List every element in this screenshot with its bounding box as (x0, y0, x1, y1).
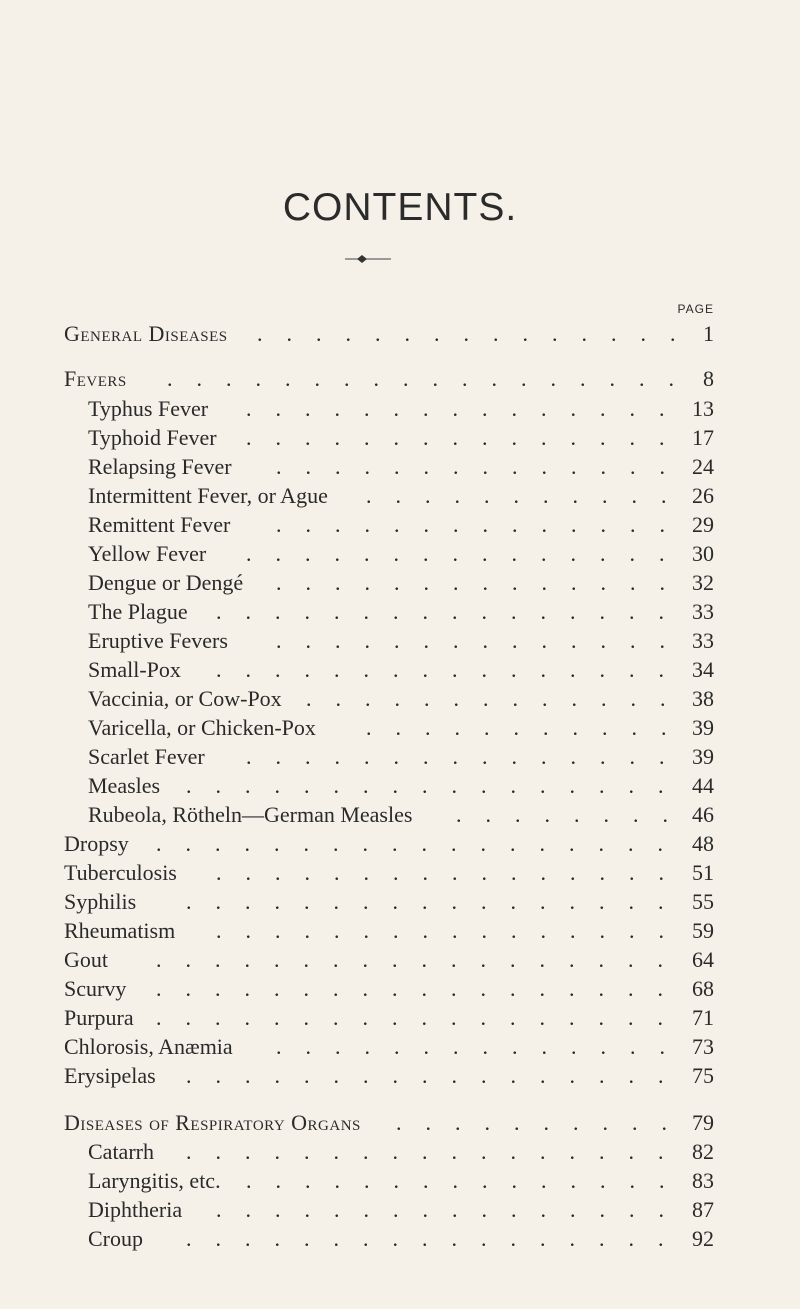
toc-entry-title: Tuberculosis (64, 860, 177, 885)
dot-leader: ............... (246, 541, 689, 566)
dot-leader: ........... (366, 715, 691, 740)
toc-entry (88, 481, 714, 511)
dot-leader: ............... (246, 396, 689, 421)
toc-page-number: 83 (692, 1168, 714, 1193)
toc-page-number: 55 (692, 889, 714, 914)
toc-entry (64, 1061, 714, 1091)
toc-entry (88, 800, 714, 830)
toc-page-number: 39 (692, 744, 714, 769)
toc-page-number: 33 (692, 599, 714, 624)
toc-entry (88, 597, 714, 627)
toc-page-number: 79 (692, 1110, 714, 1135)
toc-page-number: 48 (692, 831, 714, 856)
toc-entry (88, 684, 714, 714)
toc-entry (88, 452, 714, 482)
toc-heading (64, 1108, 714, 1138)
toc-entry-title: Dropsy (64, 831, 129, 856)
dot-leader: .............. (276, 454, 689, 479)
toc-page-number: 30 (692, 541, 714, 566)
toc-entry-title: Scarlet Fever (88, 744, 205, 769)
toc-entry-title: Erysipelas (64, 1063, 156, 1088)
dot-leader: ................ (216, 1197, 688, 1222)
toc-page-number: 46 (692, 802, 714, 827)
dot-leader: ........... (366, 483, 691, 508)
divider-ornament (345, 254, 391, 264)
dot-leader: ................. (186, 1139, 688, 1164)
toc-entry-title: Intermittent Fever, or Ague (88, 483, 328, 508)
toc-entry-title: Typhus Fever (88, 396, 209, 421)
toc-entry-title: Chlorosis, Anæmia (64, 1034, 233, 1059)
toc-entry-title: Relapsing Fever (88, 454, 232, 479)
toc-entry-title: Eruptive Fevers (88, 628, 228, 653)
toc-page-number: 34 (692, 657, 714, 682)
toc-entry-title: Croup (88, 1226, 143, 1251)
toc-page-number: 87 (692, 1197, 714, 1222)
toc-entry-title: The Plague (88, 599, 188, 624)
dot-leader: .................. (167, 366, 698, 391)
toc-page-number: 24 (692, 454, 714, 479)
dot-leader: ................. (186, 1226, 688, 1251)
toc-entry (64, 1003, 714, 1033)
toc-entry-title: Dengue or Dengé (88, 570, 244, 595)
toc-entry-title: Rubeola, Rötheln—German Measles (88, 802, 413, 827)
toc-page-number: 68 (692, 976, 714, 1001)
toc-page-number: 92 (692, 1226, 714, 1251)
toc-entry-title: Gout (64, 947, 108, 972)
toc-page-number: 73 (692, 1034, 714, 1059)
toc-page-number: 59 (692, 918, 714, 943)
dot-leader: ............... (246, 425, 689, 450)
toc-entry-title: Catarrh (88, 1139, 154, 1164)
toc-entry (88, 423, 714, 453)
dot-leader: .................. (156, 947, 687, 972)
toc-entry (64, 1032, 714, 1062)
toc-page-number: 82 (692, 1139, 714, 1164)
toc-page-number: 75 (692, 1063, 714, 1088)
toc-entry-title: Varicella, or Chicken-Pox (88, 715, 316, 740)
toc-entry (88, 771, 714, 801)
toc-page-number: 13 (692, 396, 714, 421)
dot-leader: .............. (276, 1034, 689, 1059)
toc-page-number: 8 (703, 366, 714, 391)
dot-leader: ................ (216, 657, 688, 682)
toc-entry-title: Scurvy (64, 976, 127, 1001)
toc-page-number: 39 (692, 715, 714, 740)
dot-leader: .................. (156, 1005, 687, 1030)
toc-entry (64, 829, 714, 859)
toc-entry-title: Syphilis (64, 889, 137, 914)
toc-entry (64, 974, 714, 1004)
toc-entry (64, 916, 714, 946)
toc-entry (88, 1137, 714, 1167)
toc-heading-title: Fevers (64, 366, 127, 391)
toc-entry (88, 742, 714, 772)
dot-leader: ............... (257, 321, 700, 346)
dot-leader: .......... (396, 1110, 691, 1135)
toc-page-number: 26 (692, 483, 714, 508)
dot-leader: .............. (276, 628, 689, 653)
toc-entry (64, 858, 714, 888)
dot-leader: ............... (246, 744, 689, 769)
toc-page-number: 33 (692, 628, 714, 653)
toc-heading-title: General Diseases (64, 321, 228, 346)
toc-page-number: 29 (692, 512, 714, 537)
toc-entry-title: Measles (88, 773, 161, 798)
toc-page-number: 64 (692, 947, 714, 972)
toc-heading (64, 364, 714, 394)
toc-page-number: 1 (703, 321, 714, 346)
toc-entry (88, 1166, 714, 1196)
toc-page-number: 32 (692, 570, 714, 595)
toc-entry (88, 626, 714, 656)
dot-leader: ................. (186, 889, 688, 914)
toc-entry (88, 539, 714, 569)
dot-leader: ................ (216, 860, 688, 885)
toc-entry (88, 1195, 714, 1225)
toc-entry (88, 394, 714, 424)
toc-entry-title: Laryngitis, etc. (88, 1168, 221, 1193)
dot-leader: .............. (276, 570, 689, 595)
toc-page-number: 51 (692, 860, 714, 885)
toc-page-number: 44 (692, 773, 714, 798)
toc-entry-title: Diphtheria (88, 1197, 183, 1222)
toc-entry-title: Small-Pox (88, 657, 181, 682)
toc-heading-title: Diseases of Respiratory Organs (64, 1110, 361, 1135)
toc-entry (88, 1224, 714, 1254)
toc-entry-title: Typhoid Fever (88, 425, 217, 450)
dot-leader: ................. (186, 773, 688, 798)
toc-entry-title: Purpura (64, 1005, 134, 1030)
toc-page-number: 71 (692, 1005, 714, 1030)
toc-entry-title: Remittent Fever (88, 512, 231, 537)
dot-leader: ................ (216, 918, 688, 943)
dot-leader: ........ (456, 802, 692, 827)
dot-leader: ............... (246, 1168, 689, 1193)
toc-entry (88, 568, 714, 598)
dot-leader: .................. (156, 976, 687, 1001)
toc-entry-title: Yellow Fever (88, 541, 207, 566)
toc-entry (88, 510, 714, 540)
dot-leader: ............. (306, 686, 690, 711)
dot-leader: .................. (156, 831, 687, 856)
page-title: CONTENTS. (282, 186, 518, 229)
page-column-label: PAGE (677, 302, 714, 316)
toc-entry-title: Vaccinia, or Cow-Pox (88, 686, 282, 711)
toc-entry-title: Rheumatism (64, 918, 176, 943)
dot-leader: ................ (216, 599, 688, 624)
toc-page-number: 17 (692, 425, 714, 450)
toc-entry (88, 655, 714, 685)
dot-leader: ................. (186, 1063, 688, 1088)
toc-entry (88, 713, 714, 743)
toc-heading (64, 319, 714, 349)
dot-leader: .............. (276, 512, 689, 537)
toc-page-number: 38 (692, 686, 714, 711)
toc-entry (64, 887, 714, 917)
toc-entry (64, 945, 714, 975)
